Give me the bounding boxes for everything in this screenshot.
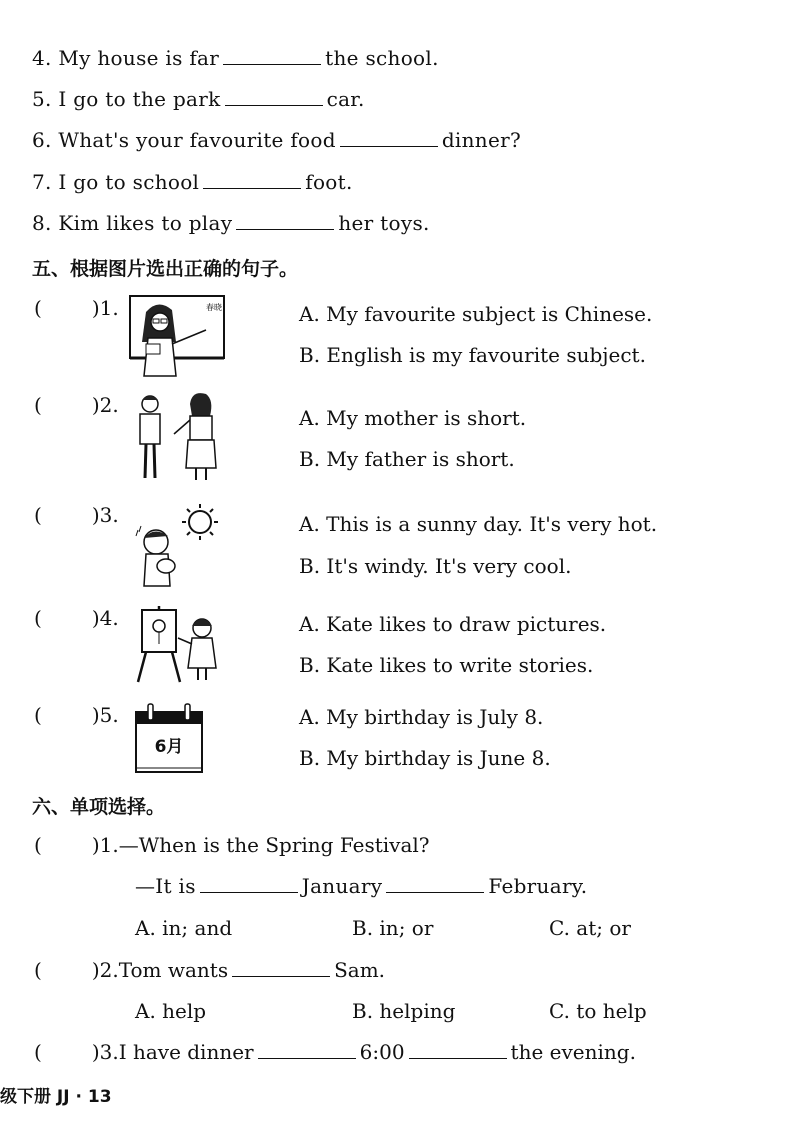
question-text: —When is the Spring Festival? (118, 833, 430, 857)
answer-paren-6-1[interactable] (34, 833, 430, 857)
paren-open: ( (34, 703, 42, 727)
question-text: dinner? (441, 128, 522, 152)
answer-blank[interactable] (386, 874, 484, 893)
answer-blank[interactable] (236, 211, 334, 230)
paren-open: ( (34, 958, 42, 982)
answer-paren-5-2[interactable] (34, 393, 119, 417)
section-6-heading: 六、单项选择。 (32, 796, 166, 818)
option-b[interactable]: B. My birthday is June 8. (299, 746, 551, 770)
question-8 (32, 211, 430, 235)
teacher-blackboard-picture (128, 294, 226, 378)
answer-blank[interactable] (258, 1040, 356, 1059)
paren-open: ( (34, 606, 42, 630)
paren-open: ( (34, 833, 42, 857)
answer-paren-6-3[interactable] (34, 1040, 636, 1064)
man-and-woman-picture (130, 390, 222, 484)
section-5-heading: 五、根据图片选出正确的句子。 (32, 258, 299, 280)
question-7 (32, 170, 353, 194)
sunny-hot-picture (132, 500, 224, 592)
question-text: foot. (305, 170, 353, 194)
answer-paren-5-3[interactable] (34, 503, 119, 527)
question-text: I have dinner (118, 1040, 254, 1064)
question-text: 4. My house is far (32, 46, 220, 70)
answer-blank[interactable] (340, 128, 438, 147)
question-text: Tom wants (118, 958, 229, 982)
paren-open: ( (34, 393, 42, 417)
item-number: )3. (91, 503, 119, 527)
question-text: car. (326, 87, 365, 111)
answer-blank[interactable] (200, 874, 298, 893)
option-b[interactable]: B. It's windy. It's very cool. (299, 554, 572, 578)
item-number: )4. (91, 606, 119, 630)
answer-paren-6-2[interactable] (34, 958, 385, 982)
choice-a[interactable]: A. help (135, 999, 207, 1023)
question-4 (32, 46, 439, 70)
paren-open: ( (34, 1040, 42, 1064)
option-b[interactable]: B. My father is short. (299, 447, 515, 471)
option-b[interactable]: B. Kate likes to write stories. (299, 653, 594, 677)
question-text: the school. (325, 46, 439, 70)
answer-blank[interactable] (223, 46, 321, 65)
question-text: Sam. (334, 958, 386, 982)
blackboard-text: 春晓 (206, 303, 222, 312)
calendar-picture (134, 702, 204, 774)
answer-blank[interactable] (225, 87, 323, 106)
question-text: 5. I go to the park (32, 87, 221, 111)
question-text: January (301, 874, 383, 898)
option-a[interactable]: A. My favourite subject is Chinese. (299, 302, 653, 326)
item-number: )1. (91, 833, 119, 857)
question-6-1-line2 (135, 874, 587, 898)
question-6 (32, 128, 521, 152)
question-text: 6. What's your favourite food (32, 128, 336, 152)
girl-drawing-picture (132, 604, 222, 684)
option-a[interactable]: A. My birthday is July 8. (299, 705, 544, 729)
choice-b[interactable]: B. in; or (352, 916, 434, 940)
question-text: February. (488, 874, 588, 898)
question-text: —It is (135, 874, 196, 898)
choice-a[interactable]: A. in; and (135, 916, 233, 940)
question-text: her toys. (338, 211, 430, 235)
choice-c[interactable]: C. to help (549, 999, 647, 1023)
option-a[interactable]: A. This is a sunny day. It's very hot. (299, 512, 658, 536)
item-number: )5. (91, 703, 119, 727)
question-text: 8. Kim likes to play (32, 211, 233, 235)
question-text: the evening. (510, 1040, 636, 1064)
option-b[interactable]: B. English is my favourite subject. (299, 343, 646, 367)
answer-blank[interactable] (203, 170, 301, 189)
answer-blank[interactable] (409, 1040, 507, 1059)
item-number: )1. (91, 296, 119, 320)
item-number: )2. (91, 393, 119, 417)
answer-paren-5-5[interactable] (34, 703, 119, 727)
question-text: 7. I go to school (32, 170, 200, 194)
answer-paren-5-1[interactable] (34, 296, 119, 320)
answer-paren-5-4[interactable] (34, 606, 119, 630)
option-a[interactable]: A. My mother is short. (299, 406, 527, 430)
paren-open: ( (34, 503, 42, 527)
choice-c[interactable]: C. at; or (549, 916, 631, 940)
page-footer: 级下册 JJ · 13 (0, 1087, 112, 1107)
item-number: )3. (91, 1040, 119, 1064)
paren-open: ( (34, 296, 42, 320)
question-text: 6:00 (359, 1040, 405, 1064)
item-number: )2. (91, 958, 119, 982)
option-a[interactable]: A. Kate likes to draw pictures. (299, 612, 607, 636)
calendar-month-label: 6月 (154, 737, 184, 757)
answer-blank[interactable] (232, 958, 330, 977)
choice-b[interactable]: B. helping (352, 999, 456, 1023)
question-5 (32, 87, 365, 111)
